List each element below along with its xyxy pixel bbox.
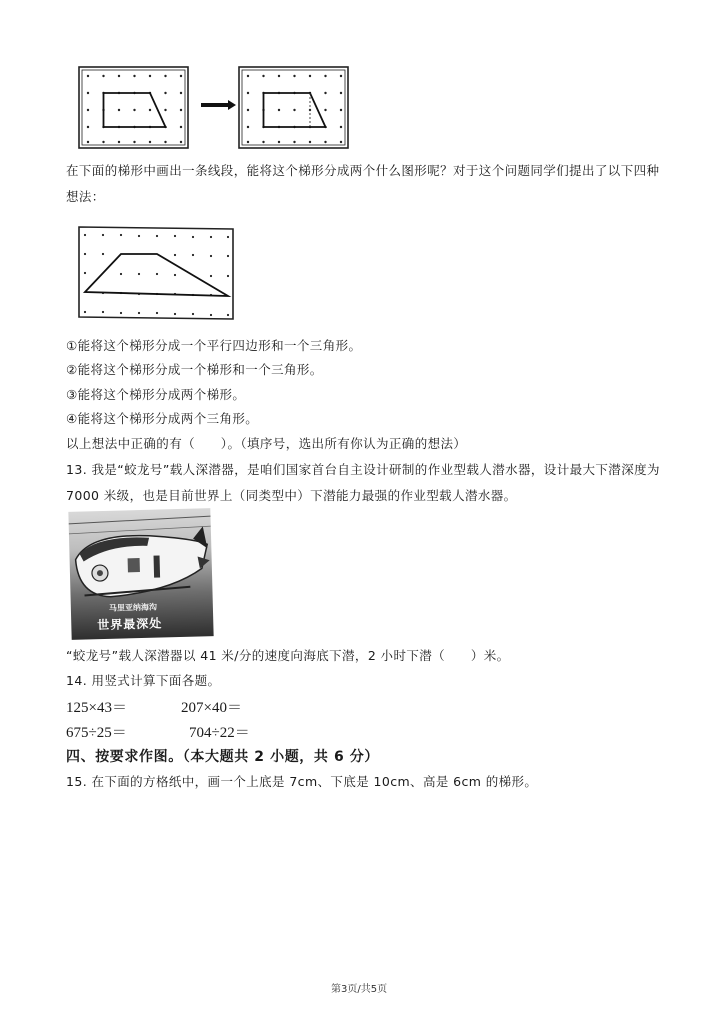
right-arrow-icon	[201, 100, 237, 110]
q15-text: 15. 在下面的方格纸中，画一个上底是 7cm、下底是 10cm、高是 6cm 的梯形。	[66, 774, 538, 789]
dot-grid-trapezoid	[78, 226, 234, 320]
expression-704div22: 704÷22＝	[189, 725, 250, 741]
photo-caption-small: 马里亚纳海沟	[108, 602, 157, 613]
expression-675div25: 675÷25＝	[66, 725, 127, 741]
q13-question: “蛟龙号”载人深潜器以 41 米/分的速度向海底下潜，2 小时下潜（ ）米。	[66, 648, 510, 663]
q12-option-4: ④能将这个梯形分成两个三角形。	[66, 411, 259, 426]
photo-caption-large: 世界最深处	[97, 616, 163, 633]
q13-text-line2: 7000 米级，也是目前世界上（同类型中）下潜能力最强的作业型载人潜水器。	[66, 488, 517, 503]
q12-option-2: ②能将这个梯形分成一个梯形和一个三角形。	[66, 362, 323, 377]
dot-grid-figure-divided	[238, 66, 350, 150]
dot-grid-figure-original	[78, 66, 190, 150]
expression-125x43: 125×43＝	[66, 700, 127, 716]
q12-option-1: ①能将这个梯形分成一个平行四边形和一个三角形。	[66, 338, 362, 353]
expression-207x40: 207×40＝	[181, 700, 242, 716]
q14-title: 14. 用竖式计算下面各题。	[66, 673, 221, 688]
q12-option-3: ③能将这个梯形分成两个梯形。	[66, 387, 246, 402]
q13-text-line1: 13. 我是“蛟龙号”载人深潜器，是咱们国家首台自主设计研制的作业型载人潜水器，设计最大下潜深度为	[66, 462, 660, 477]
q12-prompt-line2: 想法：	[66, 189, 105, 204]
section-4-heading: 四、按要求作图。（本大题共 2 小题，共 6 分）	[66, 749, 379, 765]
q12-answer-line: 以上想法中正确的有（ ）。（填序号，选出所有你认为正确的想法）	[66, 436, 467, 451]
page-indicator: 第3页/共5页	[331, 984, 388, 995]
jiaolong-submarine-photo	[68, 508, 213, 640]
q12-prompt-line1: 在下面的梯形中画出一条线段，能将这个梯形分成两个什么图形呢？对于这个问题同学们提出了以下四种	[66, 163, 660, 178]
